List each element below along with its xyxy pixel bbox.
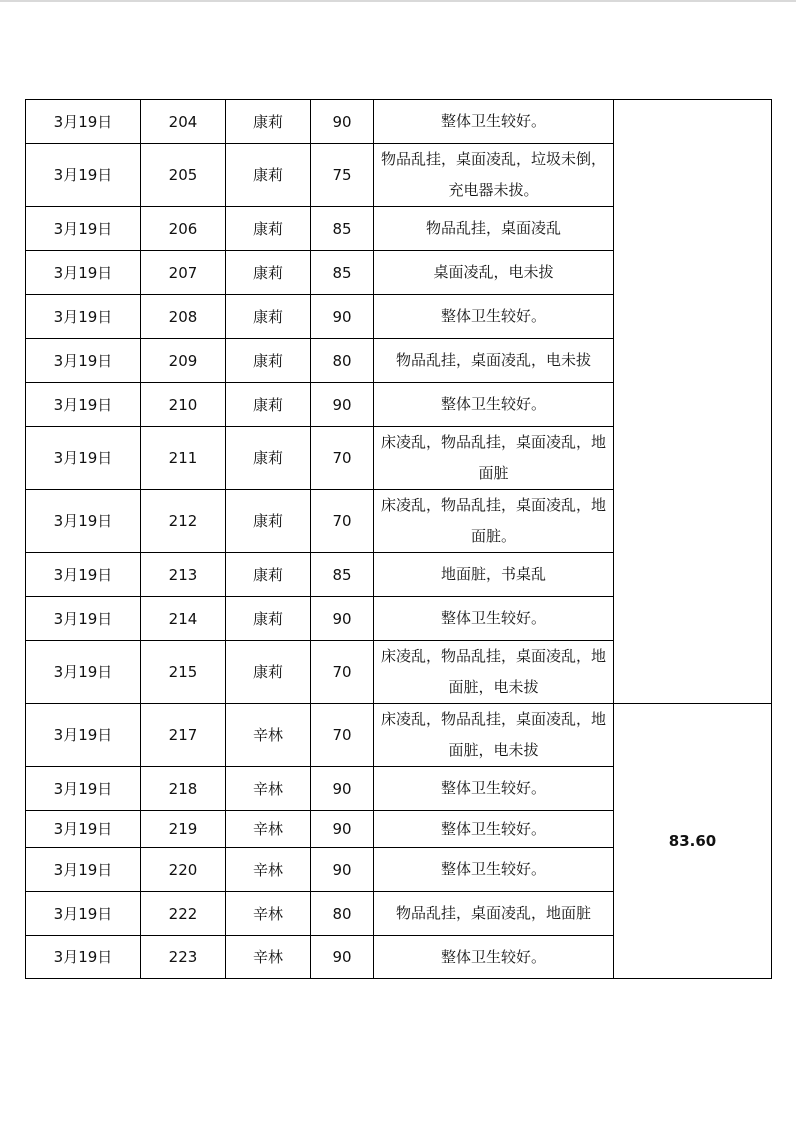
date-cell: 3月19日 bbox=[26, 295, 141, 339]
remark-cell: 床凌乱，物品乱挂，桌面凌乱，地面脏 bbox=[374, 427, 614, 490]
inspector-cell: 康莉 bbox=[226, 100, 311, 144]
date-cell: 3月19日 bbox=[26, 251, 141, 295]
room-cell: 217 bbox=[141, 704, 226, 767]
date-cell: 3月19日 bbox=[26, 597, 141, 641]
room-cell: 206 bbox=[141, 207, 226, 251]
room-cell: 219 bbox=[141, 811, 226, 848]
date-cell: 3月19日 bbox=[26, 641, 141, 704]
inspector-cell: 辛林 bbox=[226, 704, 311, 767]
room-cell: 220 bbox=[141, 848, 226, 892]
room-cell: 218 bbox=[141, 767, 226, 811]
inspector-cell: 康莉 bbox=[226, 490, 311, 553]
remark-cell: 整体卫生较好。 bbox=[374, 811, 614, 848]
inspector-cell: 辛林 bbox=[226, 811, 311, 848]
date-cell: 3月19日 bbox=[26, 427, 141, 490]
score-cell: 90 bbox=[311, 100, 374, 144]
date-cell: 3月19日 bbox=[26, 207, 141, 251]
table-row bbox=[26, 704, 772, 767]
remark-cell: 整体卫生较好。 bbox=[374, 597, 614, 641]
remark-cell: 整体卫生较好。 bbox=[374, 383, 614, 427]
score-cell: 90 bbox=[311, 597, 374, 641]
date-cell: 3月19日 bbox=[26, 767, 141, 811]
table-row bbox=[26, 100, 772, 144]
remark-cell: 整体卫生较好。 bbox=[374, 295, 614, 339]
inspector-cell: 康莉 bbox=[226, 207, 311, 251]
date-cell: 3月19日 bbox=[26, 383, 141, 427]
date-cell: 3月19日 bbox=[26, 490, 141, 553]
remark-cell: 物品乱挂，桌面凌乱，地面脏 bbox=[374, 892, 614, 936]
room-cell: 210 bbox=[141, 383, 226, 427]
score-cell: 90 bbox=[311, 936, 374, 979]
room-cell: 215 bbox=[141, 641, 226, 704]
inspector-cell: 辛林 bbox=[226, 767, 311, 811]
score-cell: 80 bbox=[311, 892, 374, 936]
inspector-cell: 辛林 bbox=[226, 848, 311, 892]
inspector-cell: 康莉 bbox=[226, 339, 311, 383]
inspector-cell: 康莉 bbox=[226, 597, 311, 641]
room-cell: 213 bbox=[141, 553, 226, 597]
score-cell: 85 bbox=[311, 251, 374, 295]
inspector-cell: 康莉 bbox=[226, 251, 311, 295]
room-cell: 207 bbox=[141, 251, 226, 295]
room-cell: 204 bbox=[141, 100, 226, 144]
room-cell: 214 bbox=[141, 597, 226, 641]
date-cell: 3月19日 bbox=[26, 811, 141, 848]
remark-cell: 整体卫生较好。 bbox=[374, 767, 614, 811]
group-average-cell: 83.60 bbox=[614, 704, 772, 979]
inspector-cell: 康莉 bbox=[226, 144, 311, 207]
score-cell: 70 bbox=[311, 704, 374, 767]
score-cell: 90 bbox=[311, 295, 374, 339]
inspector-cell: 康莉 bbox=[226, 383, 311, 427]
room-cell: 222 bbox=[141, 892, 226, 936]
remark-cell: 物品乱挂，桌面凌乱 bbox=[374, 207, 614, 251]
remark-cell: 整体卫生较好。 bbox=[374, 936, 614, 979]
room-cell: 212 bbox=[141, 490, 226, 553]
remark-cell: 物品乱挂，桌面凌乱，垃圾未倒，充电器未拔。 bbox=[374, 144, 614, 207]
room-cell: 223 bbox=[141, 936, 226, 979]
date-cell: 3月19日 bbox=[26, 892, 141, 936]
score-cell: 70 bbox=[311, 427, 374, 490]
remark-cell: 物品乱挂，桌面凌乱，电未拔 bbox=[374, 339, 614, 383]
score-cell: 85 bbox=[311, 553, 374, 597]
group-average-cell bbox=[614, 100, 772, 704]
score-cell: 90 bbox=[311, 767, 374, 811]
remark-cell: 整体卫生较好。 bbox=[374, 848, 614, 892]
remark-cell: 地面脏，书桌乱 bbox=[374, 553, 614, 597]
inspection-table bbox=[25, 99, 772, 979]
score-cell: 90 bbox=[311, 811, 374, 848]
score-cell: 75 bbox=[311, 144, 374, 207]
remark-cell: 整体卫生较好。 bbox=[374, 100, 614, 144]
room-cell: 209 bbox=[141, 339, 226, 383]
date-cell: 3月19日 bbox=[26, 100, 141, 144]
date-cell: 3月19日 bbox=[26, 848, 141, 892]
date-cell: 3月19日 bbox=[26, 553, 141, 597]
inspector-cell: 康莉 bbox=[226, 295, 311, 339]
room-cell: 208 bbox=[141, 295, 226, 339]
inspector-cell: 康莉 bbox=[226, 641, 311, 704]
remark-cell: 床凌乱，物品乱挂，桌面凌乱，地面脏，电未拔 bbox=[374, 641, 614, 704]
score-cell: 80 bbox=[311, 339, 374, 383]
score-cell: 85 bbox=[311, 207, 374, 251]
date-cell: 3月19日 bbox=[26, 339, 141, 383]
room-cell: 211 bbox=[141, 427, 226, 490]
room-cell: 205 bbox=[141, 144, 226, 207]
inspector-cell: 康莉 bbox=[226, 427, 311, 490]
remark-cell: 桌面凌乱，电未拔 bbox=[374, 251, 614, 295]
inspector-cell: 辛林 bbox=[226, 892, 311, 936]
inspector-cell: 辛林 bbox=[226, 936, 311, 979]
date-cell: 3月19日 bbox=[26, 144, 141, 207]
inspector-cell: 康莉 bbox=[226, 553, 311, 597]
score-cell: 70 bbox=[311, 490, 374, 553]
score-cell: 90 bbox=[311, 383, 374, 427]
date-cell: 3月19日 bbox=[26, 936, 141, 979]
date-cell: 3月19日 bbox=[26, 704, 141, 767]
remark-cell: 床凌乱，物品乱挂，桌面凌乱，地面脏。 bbox=[374, 490, 614, 553]
page-top-border bbox=[0, 0, 796, 2]
score-cell: 70 bbox=[311, 641, 374, 704]
score-cell: 90 bbox=[311, 848, 374, 892]
remark-cell: 床凌乱，物品乱挂，桌面凌乱，地面脏，电未拔 bbox=[374, 704, 614, 767]
